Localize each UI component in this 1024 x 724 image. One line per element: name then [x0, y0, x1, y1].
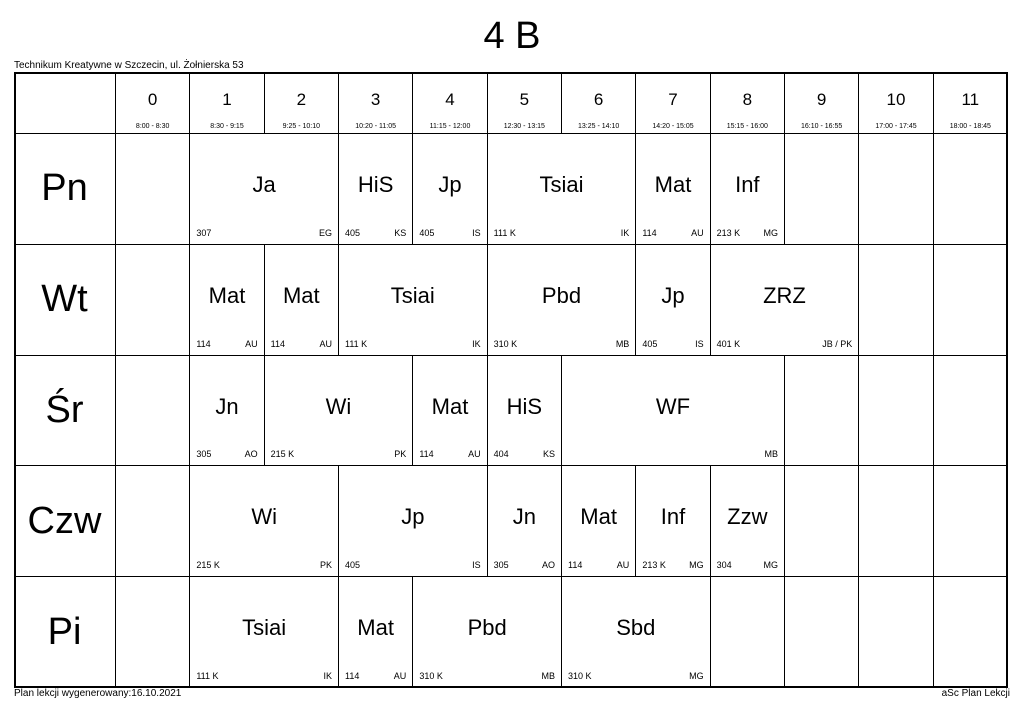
lesson-cell[interactable] [711, 245, 860, 356]
lesson-teacher: EG [318, 227, 332, 238]
lesson-teacher: MG [689, 670, 704, 681]
empty-cell [934, 577, 1008, 688]
corner-cell [14, 72, 116, 134]
lesson-cell[interactable] [636, 245, 710, 356]
lesson-teacher: IS [472, 560, 481, 571]
period-number: 7 [668, 90, 678, 109]
day-label: Czw [27, 499, 102, 542]
lesson-room: 404 [493, 449, 509, 460]
empty-cell [859, 577, 933, 688]
empty-cell [116, 245, 190, 356]
lesson-teacher: KS [394, 227, 407, 238]
empty-cell [934, 466, 1008, 577]
day-label: Wt [41, 278, 88, 321]
day-cell [14, 245, 116, 356]
school-name: Technikum Kreatywne w Szczecin, ul. Żołnierska 53 [14, 60, 244, 71]
period-time: 15:15 - 16:00 [726, 123, 768, 130]
period-time: 13:25 - 14:10 [578, 123, 620, 130]
lesson-cell[interactable] [339, 245, 488, 356]
day-cell [14, 134, 116, 245]
period-time: 14:20 - 15:05 [652, 123, 694, 130]
day-cell [14, 356, 116, 467]
period-header [339, 72, 413, 134]
period-header [785, 72, 859, 134]
period-header [636, 72, 710, 134]
lesson-room: 215 K [270, 449, 295, 460]
lesson-cell[interactable] [190, 134, 339, 245]
lesson-subject: Mat [580, 504, 617, 530]
period-time: 17:00 - 17:45 [875, 123, 917, 130]
period-time: 8:00 - 8:30 [135, 123, 170, 130]
empty-cell [785, 356, 859, 467]
lesson-teacher: IS [695, 338, 704, 349]
lesson-subject: Tsiai [539, 172, 584, 197]
lesson-cell[interactable] [190, 577, 339, 688]
lesson-teacher: MG [763, 560, 778, 571]
lesson-teacher: MG [763, 227, 778, 238]
period-number: 4 [445, 90, 455, 109]
period-header [859, 72, 933, 134]
lesson-teacher: KS [542, 449, 555, 460]
lesson-cell[interactable] [265, 245, 339, 356]
empty-cell [859, 356, 933, 467]
lesson-cell[interactable] [488, 134, 637, 245]
empty-cell [934, 134, 1008, 245]
lesson-subject: Ja [252, 172, 276, 197]
lesson-room: 405 [344, 560, 361, 571]
lesson-room: 310 K [567, 670, 592, 681]
lesson-subject: HiS [506, 393, 543, 419]
lesson-teacher: IS [472, 227, 481, 238]
period-header [488, 72, 562, 134]
lesson-room: 401 K [716, 338, 741, 349]
lesson-cell[interactable] [339, 577, 413, 688]
period-header [711, 72, 785, 134]
lesson-cell[interactable] [265, 356, 414, 467]
lesson-teacher: AU [393, 670, 407, 681]
period-number: 5 [519, 90, 530, 109]
lesson-room: 405 [642, 338, 658, 349]
period-time: 18:00 - 18:45 [949, 123, 991, 130]
period-time: 16:10 - 16:55 [801, 123, 843, 130]
lesson-subject: Tsiai [242, 615, 287, 641]
period-number: 11 [961, 90, 980, 109]
lesson-teacher: IK [323, 670, 332, 681]
period-number: 1 [222, 90, 232, 109]
period-number: 3 [370, 90, 381, 109]
lesson-teacher: AO [244, 449, 258, 460]
period-time: 9:25 - 10:10 [282, 123, 320, 130]
lesson-subject: Wi [325, 393, 352, 419]
lesson-teacher: MB [541, 670, 555, 681]
lesson-cell[interactable] [413, 134, 487, 245]
period-time: 11:15 - 12:00 [429, 123, 471, 130]
lesson-cell[interactable] [413, 356, 487, 467]
period-header [190, 72, 264, 134]
period-time: 8:30 - 9:15 [210, 123, 244, 130]
lesson-subject: Pbd [541, 282, 582, 308]
lesson-teacher: JB / PK [822, 338, 853, 349]
lesson-room: 114 [567, 560, 583, 571]
lesson-room: 114 [196, 338, 211, 349]
lesson-subject: Sbd [616, 615, 656, 641]
software-credit: aSc Plan Lekcji [941, 688, 1010, 699]
lesson-cell[interactable] [562, 356, 785, 467]
lesson-room: 307 [196, 227, 212, 238]
period-number: 6 [593, 90, 604, 109]
lesson-cell[interactable] [562, 577, 711, 688]
lesson-cell[interactable] [339, 466, 488, 577]
lesson-subject: Mat [357, 615, 394, 641]
lesson-cell[interactable] [190, 356, 264, 467]
lesson-cell[interactable] [190, 245, 264, 356]
period-header [562, 72, 636, 134]
generated-date: Plan lekcji wygenerowany:16.10.2021 [14, 688, 182, 699]
lesson-room: 114 [419, 449, 434, 460]
empty-cell [116, 577, 190, 688]
lesson-room: 305 [196, 449, 212, 460]
period-number: 2 [296, 90, 307, 109]
empty-cell [934, 356, 1008, 467]
lesson-subject: WF [655, 393, 691, 419]
day-cell [14, 466, 116, 577]
lesson-room: 213 K [642, 560, 666, 571]
period-header [413, 72, 487, 134]
lesson-subject: Jp [401, 504, 425, 530]
period-header [116, 72, 190, 134]
lesson-subject: Jp [438, 172, 462, 197]
empty-cell [116, 466, 190, 577]
period-number: 10 [886, 90, 906, 109]
lesson-room: 304 [716, 560, 732, 571]
lesson-subject: Mat [208, 282, 246, 308]
lesson-teacher: MB [615, 338, 630, 349]
empty-cell [711, 577, 785, 688]
lesson-subject: Jp [661, 282, 685, 308]
empty-cell [785, 577, 859, 688]
empty-cell [859, 466, 933, 577]
lesson-cell[interactable] [488, 245, 637, 356]
lesson-room: 310 K [493, 338, 518, 349]
lesson-subject: Mat [431, 393, 469, 419]
lesson-subject: Zzw [727, 504, 768, 530]
lesson-subject: Wi [251, 504, 277, 530]
empty-cell [785, 134, 859, 245]
empty-cell [934, 245, 1008, 356]
lesson-subject: Inf [660, 504, 686, 530]
lesson-cell[interactable] [488, 356, 562, 467]
lesson-subject: Inf [735, 172, 760, 197]
lesson-cell[interactable] [711, 466, 785, 577]
lesson-cell[interactable] [562, 466, 636, 577]
lesson-cell[interactable] [636, 466, 710, 577]
empty-cell [785, 466, 859, 577]
lesson-room: 114 [344, 670, 360, 681]
lesson-cell[interactable] [636, 134, 710, 245]
lesson-subject: Pbd [467, 615, 507, 641]
lesson-cell[interactable] [413, 577, 562, 688]
lesson-room: 405 [419, 227, 435, 238]
lesson-subject: HiS [357, 172, 394, 197]
lesson-subject: Jn [215, 393, 239, 419]
period-number: 0 [147, 90, 158, 109]
empty-cell [859, 245, 933, 356]
day-cell [14, 577, 116, 688]
lesson-room: 305 [493, 560, 509, 571]
lesson-teacher: PK [394, 449, 407, 460]
lesson-subject: Mat [282, 282, 320, 308]
lesson-room: 310 K [419, 670, 443, 681]
period-number: 8 [742, 90, 753, 109]
empty-cell [116, 356, 190, 467]
period-number: 9 [816, 90, 827, 109]
lesson-teacher: AU [468, 449, 481, 460]
lesson-teacher: AO [541, 560, 555, 571]
lesson-teacher: AU [319, 338, 332, 349]
lesson-teacher: MG [689, 560, 704, 571]
lesson-room: 111 K [196, 670, 219, 681]
lesson-room: 114 [270, 338, 286, 349]
lesson-teacher: AU [616, 560, 630, 571]
lesson-room: 215 K [196, 560, 220, 571]
lesson-subject: Tsiai [390, 282, 435, 308]
lesson-subject: Mat [654, 172, 692, 197]
empty-cell [859, 134, 933, 245]
lesson-room: 111 K [344, 338, 368, 349]
lesson-teacher: PK [319, 560, 332, 571]
lesson-cell[interactable] [488, 466, 562, 577]
class-title: 4 B [483, 15, 541, 57]
period-time: 12:30 - 13:15 [503, 123, 545, 130]
lesson-teacher: AU [691, 227, 704, 238]
lesson-cell[interactable] [711, 134, 785, 245]
lesson-room: 114 [642, 227, 657, 238]
lesson-subject: ZRZ [763, 282, 806, 308]
lesson-cell[interactable] [190, 466, 339, 577]
period-time: 10:20 - 11:05 [355, 123, 397, 130]
lesson-room: 111 K [493, 227, 516, 238]
day-label: Pn [41, 167, 88, 210]
lesson-room: 213 K [716, 227, 741, 238]
lesson-room: 405 [344, 227, 361, 238]
period-header [934, 72, 1008, 134]
lesson-teacher: AU [245, 338, 258, 349]
lesson-teacher: IK [620, 227, 630, 238]
lesson-cell[interactable] [339, 134, 413, 245]
lesson-teacher: MB [764, 449, 778, 460]
day-label: Śr [45, 388, 84, 431]
lesson-teacher: IK [472, 338, 481, 349]
empty-cell [116, 134, 190, 245]
timetable-grid [14, 72, 1008, 688]
day-label: Pi [47, 610, 82, 653]
period-header [265, 72, 339, 134]
lesson-subject: Jn [512, 504, 536, 530]
